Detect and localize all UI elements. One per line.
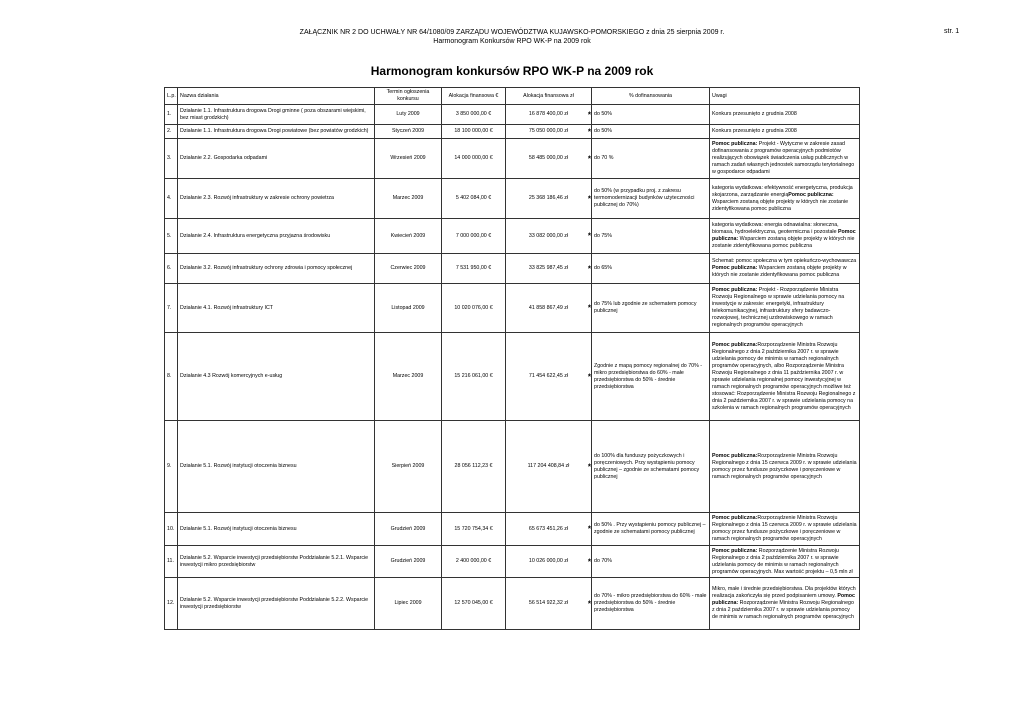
alloc-pln-value: 33 825 987,45 zł xyxy=(528,265,569,271)
asterisk-mark: * xyxy=(587,110,591,119)
table-row xyxy=(165,546,860,578)
row-term: Sierpień 2009 xyxy=(375,421,442,513)
row-pct: do 70% xyxy=(592,546,710,578)
row-term: Grudzień 2009 xyxy=(375,546,442,578)
row-lp: 7. xyxy=(165,284,178,333)
row-alloc-pln xyxy=(506,105,592,125)
notes-text: Wsparciem zostaną objęte projekty w których nie zostanie zidentyfikowana pomoc publiczna xyxy=(712,265,847,278)
row-term: Grudzień 2009 xyxy=(375,513,442,546)
row-lp: 2. xyxy=(165,125,178,139)
notes-bold-label: Pomoc publiczna: xyxy=(712,141,758,147)
asterisk-mark: * xyxy=(587,154,591,163)
row-name: Działanie 2.4. Infrastruktura energetyczna przyjazna środowisku xyxy=(178,219,375,254)
alloc-pln-value: 56 514 922,32 zł xyxy=(528,600,569,606)
table-row xyxy=(165,139,860,179)
row-notes xyxy=(710,513,860,546)
schedule-table xyxy=(164,87,860,630)
row-notes xyxy=(710,333,860,421)
row-alloc-eur: 15 216 061,00 € xyxy=(442,333,506,421)
notes-prefix: kategoria wydatkowa: efektywność energetyczna, produkcja skojarzona, zarządzanie energią xyxy=(712,184,853,198)
row-term: Czerwiec 2009 xyxy=(375,254,442,284)
asterisk-mark: * xyxy=(587,462,591,471)
asterisk-mark: * xyxy=(587,127,591,136)
asterisk-mark: * xyxy=(587,599,591,608)
alloc-pln-value: 71 454 622,45 zł xyxy=(528,373,569,379)
row-lp: 10. xyxy=(165,513,178,546)
row-alloc-pln xyxy=(506,179,592,219)
asterisk-mark: * xyxy=(587,557,591,566)
row-name: Działanie 2.3. Rozwój infrastruktury w zakresie ochrony powietrza xyxy=(178,179,375,219)
alloc-pln-value: 75 050 000,00 zł xyxy=(528,128,569,134)
asterisk-mark: * xyxy=(587,194,591,203)
notes-bold-label: Pomoc publiczna: xyxy=(712,593,855,606)
row-name: Działanie 4.3 Rozwój komercyjnych e-usług xyxy=(178,333,375,421)
row-lp: 5. xyxy=(165,219,178,254)
row-alloc-pln xyxy=(506,125,592,139)
row-pct: do 75% xyxy=(592,219,710,254)
row-name: Działanie 5.1. Rozwój instytucji otoczenia biznesu xyxy=(178,421,375,513)
row-notes xyxy=(710,254,860,284)
row-name: Działanie 5.2. Wsparcie inwestycji przedsiębiorstw Poddziałanie 5.2.2. Wsparcie inwestycji przedsiębiorstw xyxy=(178,578,375,630)
col-header-pct: % dofinansowania xyxy=(592,88,710,105)
row-name: Działanie 4.1. Rozwój infrastruktury ICT xyxy=(178,284,375,333)
row-alloc-pln xyxy=(506,421,592,513)
col-header-alloc-pln: Alokacja finansowa zł xyxy=(506,88,592,105)
row-lp: 4. xyxy=(165,179,178,219)
alloc-pln-value: 41 858 867,49 zł xyxy=(528,304,569,311)
table-row xyxy=(165,578,860,630)
row-lp: 11. xyxy=(165,546,178,578)
table-row xyxy=(165,333,860,421)
row-alloc-eur: 10 020 076,00 € xyxy=(442,284,506,333)
notes-text: Konkurs przesunięto z grudnia 2008 xyxy=(712,111,797,117)
notes-text: Rozporządzenie Ministra Rozwoju Regionalnego z dnia 2 października 2007 r. w sprawie udzielania pomocy de minimis w ramach regionalnych programów operacyjnych xyxy=(712,600,854,620)
alloc-pln-value: 58 485 000,00 zł xyxy=(528,155,569,161)
page-title: Harmonogram konkursów RPO WK-P na 2009 rok xyxy=(370,64,654,78)
notes-text: Rozporządzenie Ministra Rozwoju Regionalnego z dnia 15 czerwca 2009 r. w sprawie udzielania pomocy przez fundusze pożyczkowe i poręczeniowe w ramach regionalnych programów operacyjnych xyxy=(712,452,857,480)
row-name: Działanie 2.2. Gospodarka odpadami xyxy=(178,139,375,179)
table-row xyxy=(165,179,860,219)
row-term: Lipiec 2009 xyxy=(375,578,442,630)
col-header-lp: L.p. xyxy=(165,88,178,105)
col-header-alloc-eur: Alokacja finansowa € xyxy=(442,88,506,105)
row-alloc-eur: 7 531 950,00 € xyxy=(442,254,506,284)
row-alloc-eur: 12 570 045,00 € xyxy=(442,578,506,630)
asterisk-mark: * xyxy=(587,303,591,313)
table-row xyxy=(165,421,860,513)
row-term: Luty 2009 xyxy=(375,105,442,125)
notes-text: Rozporządzenie Ministra Rozwoju Regionalnego z dnia 2 października 2007 r. w sprawie udzielania pomocy de minimis w ramach regionalnych programów operacyjnych. Max wartość projektu – 0,5 mln zł xyxy=(712,547,853,575)
row-lp: 1. xyxy=(165,105,178,125)
row-pct: do 50% xyxy=(592,125,710,139)
row-pct: do 70 % xyxy=(592,139,710,179)
page-number: str. 1 xyxy=(944,28,960,35)
alloc-pln-value: 10 026 000,00 zł xyxy=(528,558,569,564)
notes-text: Projekt - Rozporządzenie Ministra Rozwoju Regionalnego w sprawie udzielania pomocy na inwestycje w zakresie: energetyki, infrastruktury telekomunikacyjnej, infrastruktury sfery badawczo-rozwojowej, technicznej uzdrowiskowego w ramach regionalnych programów operacyjnych xyxy=(712,287,845,328)
notes-text: Rozporządzenie Ministra Rozwoju Regionalnego z dnia 15 czerwca 2009 r. w sprawie udzielania pomocy przez fundusze pożyczkowe i poręczeniowe w ramach regionalnych programów operacyjnych xyxy=(712,515,857,542)
row-notes xyxy=(710,546,860,578)
row-notes xyxy=(710,421,860,513)
row-term: Styczeń 2009 xyxy=(375,125,442,139)
row-lp: 9. xyxy=(165,421,178,513)
row-pct: do 50% xyxy=(592,105,710,125)
row-alloc-pln xyxy=(506,333,592,421)
row-alloc-eur: 28 056 112,23 € xyxy=(442,421,506,513)
row-notes xyxy=(710,125,860,139)
row-notes xyxy=(710,179,860,219)
row-name: Działanie 1.1. Infrastruktura drogowa Drogi powiatowe (bez powiatów grodzkich) xyxy=(178,125,375,139)
notes-prefix: Schemat: pomoc społeczna w tym opiekuńczo-wychowawcza xyxy=(712,258,857,264)
table-row xyxy=(165,284,860,333)
asterisk-mark: * xyxy=(587,264,591,273)
table-row xyxy=(165,105,860,125)
alloc-pln-value: 33 082 000,00 zł xyxy=(528,232,569,239)
row-pct: do 100% dla funduszy pożyczkowych i poręczeniowych. Przy wystąpieniu pomocy publicznej – zgodnie ze schematami pomocy publicznej xyxy=(592,421,710,513)
row-term: Wrzesień 2009 xyxy=(375,139,442,179)
notes-bold-label: Pomoc publiczna: xyxy=(712,547,758,554)
notes-bold-label: Pomoc publiczna: xyxy=(712,341,758,348)
row-pct: do 65% xyxy=(592,254,710,284)
row-notes xyxy=(710,578,860,630)
row-alloc-pln xyxy=(506,513,592,546)
table-row xyxy=(165,513,860,546)
row-alloc-pln xyxy=(506,254,592,284)
row-alloc-eur: 14 000 000,00 € xyxy=(442,139,506,179)
col-header-notes: Uwagi xyxy=(710,88,860,105)
row-pct: do 50% . Przy wystąpieniu pomocy publicznej – zgodnie ze schematami pomocy publicznej xyxy=(592,513,710,546)
notes-text: Wsparciem zostaną objęte projekty w których nie zostanie zidentyfikowana pomoc publiczna xyxy=(712,198,849,212)
notes-text: Rozporządzenie Ministra Rozwoju Regionalnego z dnia 2 października 2007 r. w sprawie udzielania pomocy de minimis w ramach regionalnych programów operacyjnych, albo Rozporządzenie Ministra Rozwoju Regionalnego z dnia 11 października 2007 r. w sprawie udzielania regionalnej pomocy inwestycyjnej w ramach regionalnych programów operacyjnych możliwe też stosować: Rozporządzenie Ministra Rozwoju Regionalnego z dnia 2 października 2007 r. w sprawie udzielania pomocy na szkolenia w ramach regionalnych programów operacyjnych xyxy=(712,341,856,411)
row-pct: Zgodnie z mapą pomocy regionalnej do 70% - mikro przedsiębiorstwa do 60% - małe przedsiębiorstwa do 50% - średnie przedsiębiorstwa xyxy=(592,333,710,421)
notes-text: Wsparciem zostaną objęte projekty w których nie zostanie zidentyfikowana pomoc publiczna xyxy=(712,236,855,249)
row-name: Działanie 5.2. Wsparcie inwestycji przedsiębiorstw Poddziałanie 5.2.1. Wsparcie inwestycji mikro przedsiębiorstw xyxy=(178,546,375,578)
row-name: Działanie 1.1. Infrastruktura drogowa Drogi gminne ( poza obszarami wiejskimi, bez miast grodzkich) xyxy=(178,105,375,125)
row-notes xyxy=(710,139,860,179)
row-pct: do 70% - mikro przedsiębiorstwa do 60% - małe przedsiębiorstwa do 50% - średnie przedsiębiorstwa xyxy=(592,578,710,630)
row-alloc-eur: 3 850 000,00 € xyxy=(442,105,506,125)
notes-bold-label: Pomoc publiczna: xyxy=(712,452,758,459)
row-term: Listopad 2009 xyxy=(375,284,442,333)
notes-bold-label: Pomoc publiczna: xyxy=(712,229,856,242)
alloc-pln-value: 16 878 400,00 zł xyxy=(528,111,569,117)
row-alloc-pln xyxy=(506,578,592,630)
row-alloc-eur: 7 000 000,00 € xyxy=(442,219,506,254)
row-name: Działanie 3.2. Rozwój infrastruktury ochrony zdrowia i pomocy społecznej xyxy=(178,254,375,284)
attachment-subheader: Harmonogram Konkursów RPO WK-P na 2009 rok xyxy=(433,38,591,45)
row-pct: do 75% lub zgodnie ze schematem pomocy publicznej xyxy=(592,284,710,333)
notes-bold-label: Pomoc publiczna: xyxy=(712,287,758,293)
notes-text: Konkurs przesunięto z grudnia 2008 xyxy=(712,128,797,134)
row-lp: 3. xyxy=(165,139,178,179)
alloc-pln-value: 65 673 451,26 zł xyxy=(528,525,569,532)
row-alloc-eur: 5 402 084,00 € xyxy=(442,179,506,219)
row-alloc-eur: 15 720 754,34 € xyxy=(442,513,506,546)
row-notes xyxy=(710,105,860,125)
row-alloc-eur: 2 400 000,00 € xyxy=(442,546,506,578)
row-lp: 8. xyxy=(165,333,178,421)
row-alloc-pln xyxy=(506,284,592,333)
row-alloc-pln xyxy=(506,546,592,578)
table-row xyxy=(165,254,860,284)
asterisk-mark: * xyxy=(587,231,591,241)
alloc-pln-value: 25 368 186,46 zł xyxy=(528,195,569,201)
notes-bold-label: Pomoc publiczna: xyxy=(712,265,758,271)
attachment-header: ZAŁĄCZNIK NR 2 DO UCHWAŁY NR 64/1080/09 ZARZĄDU WOJEWÓDZTWA KUJAWSKO-POMORSKIEGO z dnia 25 sierpnia 2009 r. xyxy=(299,29,725,36)
notes-prefix: Mikro, małe i średnie przedsiębiorstwa. Dla projektów których realizacja zakończyła się przed podpisaniem umowy. xyxy=(712,586,856,599)
col-header-name: Nazwa działania xyxy=(178,88,375,105)
notes-bold-label: Pomoc publiczna: xyxy=(788,191,834,198)
table-row xyxy=(165,125,860,139)
row-alloc-eur: 18 100 000,00 € xyxy=(442,125,506,139)
asterisk-mark: * xyxy=(587,524,591,534)
row-term: Kwiecień 2009 xyxy=(375,219,442,254)
row-alloc-pln xyxy=(506,219,592,254)
notes-prefix: kategoria wydatkowa: energia odnawialna: słoneczna, biomasa, hydroelektryczna, geotermiczna i pozostałe xyxy=(712,222,839,235)
row-pct: do 50% (w przypadku proj. z zakresu termomodernizacji budynków użyteczności publicznej do 70%) xyxy=(592,179,710,219)
row-notes xyxy=(710,219,860,254)
row-term: Marzec 2009 xyxy=(375,333,442,421)
row-notes xyxy=(710,284,860,333)
row-term: Marzec 2009 xyxy=(375,179,442,219)
row-lp: 12. xyxy=(165,578,178,630)
col-header-term: Termin ogłoszenia konkursu xyxy=(375,88,442,105)
asterisk-mark: * xyxy=(587,372,591,381)
notes-text: Projekt - Wytyczne w zakresie zasad dofinansowania z programów operacyjnych podmiotów realizujących obowiązek świadczenia usług publicznych w ramach zadań własnych jednostek samorządu terytorialnego w gospodarce odpadami xyxy=(712,141,855,175)
row-lp: 6. xyxy=(165,254,178,284)
table-row xyxy=(165,219,860,254)
row-alloc-pln xyxy=(506,139,592,179)
row-name: Działanie 5.1. Rozwój instytucji otoczenia biznesu xyxy=(178,513,375,546)
notes-bold-label: Pomoc publiczna: xyxy=(712,515,758,521)
alloc-pln-value: 117 204 408,84 zł xyxy=(527,463,570,469)
